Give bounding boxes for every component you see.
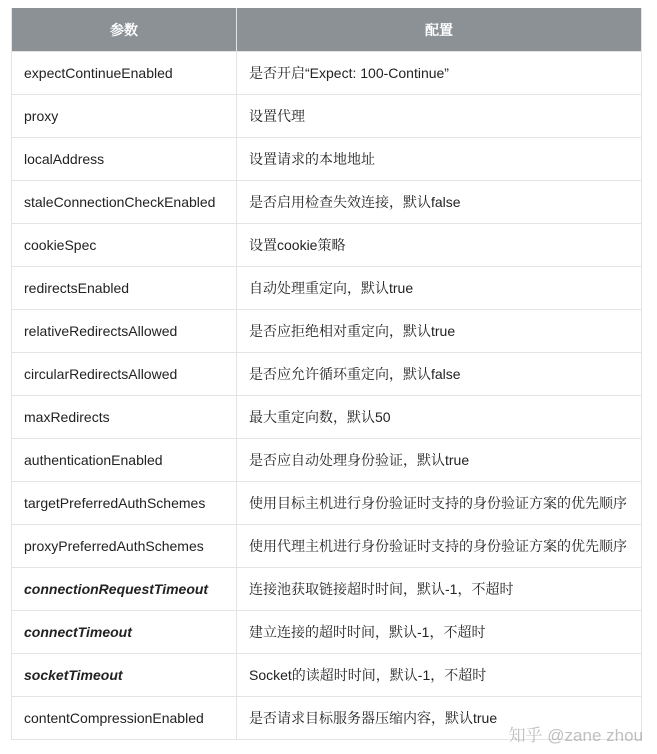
config-cell: 是否开启“Expect: 100-Continue” [237,52,642,95]
config-cell: 最大重定向数，默认50 [237,396,642,439]
param-cell: staleConnectionCheckEnabled [12,181,237,224]
table-row [12,353,642,396]
table-body [12,52,642,740]
config-cell: 设置请求的本地地址 [237,138,642,181]
param-cell: maxRedirects [12,396,237,439]
config-cell: 使用目标主机进行身份验证时支持的身份验证方案的优先顺序 [237,482,642,525]
param-cell: contentCompressionEnabled [12,697,237,740]
table-row [12,396,642,439]
param-cell: expectContinueEnabled [12,52,237,95]
config-cell: 是否启用检查失效连接，默认false [237,181,642,224]
table-row [12,482,642,525]
param-cell: proxyPreferredAuthSchemes [12,525,237,568]
config-cell: 是否应拒绝相对重定向，默认true [237,310,642,353]
table-row [12,611,642,654]
config-table [11,8,642,740]
config-cell: 是否请求目标服务器压缩内容，默认true [237,697,642,740]
table-row [12,697,642,740]
table-row [12,95,642,138]
param-cell: targetPreferredAuthSchemes [12,482,237,525]
watermark: 知乎 @zane zhou [508,726,643,745]
param-cell: redirectsEnabled [12,267,237,310]
param-cell: cookieSpec [12,224,237,267]
header-param: 参数 [12,8,237,52]
table-row [12,439,642,482]
config-cell: 设置代理 [237,95,642,138]
table-row [12,654,642,697]
table-row [12,310,642,353]
table-row [12,138,642,181]
config-table-container [11,8,641,740]
param-cell: circularRedirectsAllowed [12,353,237,396]
config-cell: 连接池获取链接超时时间，默认-1，不超时 [237,568,642,611]
table-header [12,8,642,52]
param-cell: connectionRequestTimeout [12,568,237,611]
config-cell: 设置cookie策略 [237,224,642,267]
config-cell: 是否应允许循环重定向，默认false [237,353,642,396]
table-row [12,181,642,224]
param-cell: relativeRedirectsAllowed [12,310,237,353]
config-cell: 使用代理主机进行身份验证时支持的身份验证方案的优先顺序 [237,525,642,568]
config-cell: Socket的读超时时间，默认-1，不超时 [237,654,642,697]
table-row [12,568,642,611]
table-row [12,267,642,310]
table-row [12,525,642,568]
param-cell: socketTimeout [12,654,237,697]
table-row [12,224,642,267]
header-config: 配置 [237,8,642,52]
config-cell: 是否应自动处理身份验证，默认true [237,439,642,482]
param-cell: proxy [12,95,237,138]
param-cell: authenticationEnabled [12,439,237,482]
param-cell: localAddress [12,138,237,181]
config-cell: 自动处理重定向，默认true [237,267,642,310]
table-row [12,52,642,95]
param-cell: connectTimeout [12,611,237,654]
config-cell: 建立连接的超时时间，默认-1，不超时 [237,611,642,654]
header-row [12,8,642,52]
